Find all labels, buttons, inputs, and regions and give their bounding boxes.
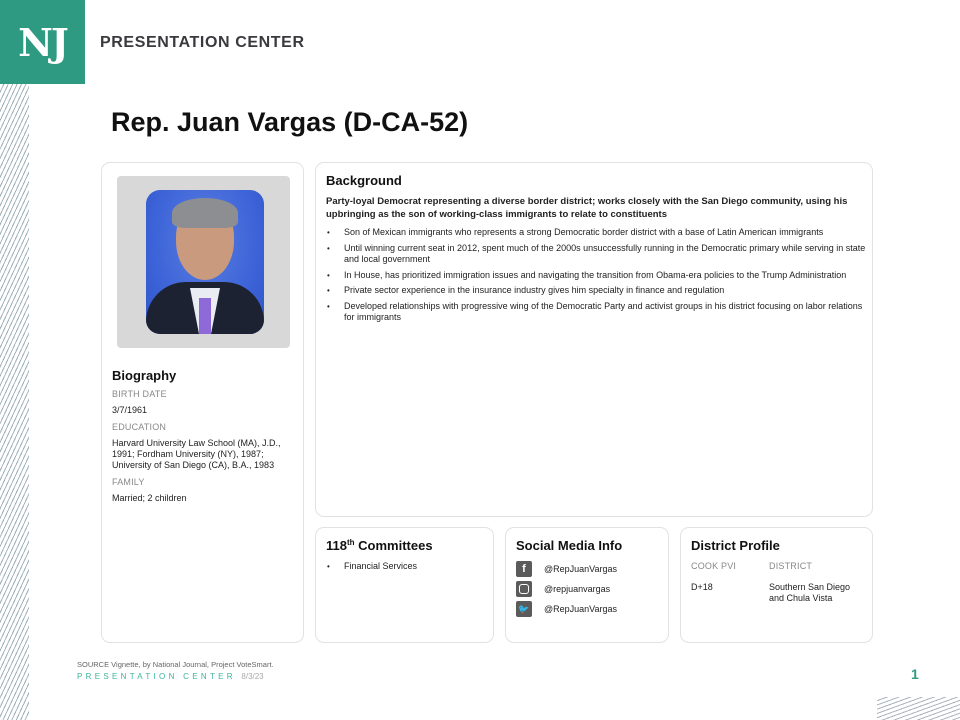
district-label: DISTRICT xyxy=(769,561,813,571)
committees-heading-number: 118 xyxy=(326,538,347,553)
social-row-facebook[interactable] xyxy=(516,561,660,577)
background-summary: Party-loyal Democrat representing a diverse border district; works closely with the San Diego community, using his upbringing as the son of working-class immigrants to relate to constituents xyxy=(326,196,848,220)
photo-hair xyxy=(172,198,238,228)
birth-date-value: 3/7/1961 xyxy=(112,405,148,415)
background-bullet: • In House, has prioritized immigration issues and navigating the transition from Obama-era policies to the Trump Administration xyxy=(326,270,866,282)
committees-card xyxy=(315,527,494,643)
committees-heading xyxy=(326,538,485,553)
decorative-stripes-bottom-right xyxy=(877,697,960,720)
portrait-photo xyxy=(146,190,264,334)
page-title: Rep. Juan Vargas (D-CA-52) xyxy=(111,107,469,137)
cook-pvi-value: D+18 xyxy=(691,582,713,592)
background-bullets xyxy=(326,227,866,324)
background-bullet: • Developed relationships with progressive wing of the Democratic Party and activist groups in his district focusing on labor relations for immigrants xyxy=(326,301,866,324)
twitter-icon: 🐦 xyxy=(516,601,532,617)
photo-tie xyxy=(199,298,211,334)
education-value: Harvard University Law School (MA), J.D., 1991; Fordham University (NY), 1987; University of San Diego (CA), B.A., 1983 xyxy=(112,438,281,470)
committees-heading-text: Committees xyxy=(354,538,433,553)
biography-heading: Biography xyxy=(112,368,177,383)
committee-item: • Financial Services xyxy=(326,561,485,573)
footer-brand xyxy=(77,672,264,681)
education-label: EDUCATION xyxy=(112,422,167,432)
family-label: FAMILY xyxy=(112,477,145,487)
background-bullet: • Private sector experience in the insurance industry gives him specialty in finance and regulation xyxy=(326,285,866,297)
social-media-card xyxy=(505,527,669,643)
social-row-instagram[interactable] xyxy=(516,581,660,597)
cook-pvi-label: COOK PVI xyxy=(691,561,737,571)
decorative-stripes-left xyxy=(0,84,29,720)
committees-list xyxy=(326,561,485,573)
page-number: 1 xyxy=(911,666,919,682)
facebook-handle[interactable]: @RepJuanVargas xyxy=(544,564,618,574)
biography-section xyxy=(112,368,297,510)
brand-name: PRESENTATION CENTER xyxy=(100,34,305,51)
facebook-icon: f xyxy=(516,561,532,577)
source-note: SOURCE Vignette, by National Journal, Project VoteSmart. xyxy=(77,660,274,669)
birth-date-label: BIRTH DATE xyxy=(112,389,167,399)
twitter-handle[interactable]: @RepJuanVargas xyxy=(544,604,618,614)
logo-text: NJ xyxy=(18,19,67,65)
instagram-handle[interactable]: @repjuanvargas xyxy=(544,584,611,594)
instagram-icon xyxy=(516,581,532,597)
background-bullet: • Until winning current seat in 2012, spent much of the 2000s unsuccessfully running in the Democratic primary while serving in state and local government xyxy=(326,243,866,266)
biography-card xyxy=(101,162,304,643)
footer-center-text: PRESENTATION CENTER xyxy=(77,672,236,681)
background-card xyxy=(315,162,873,517)
social-row-twitter[interactable] xyxy=(516,601,660,617)
committees-heading-suffix: th xyxy=(346,538,355,547)
background-bullet: • Son of Mexican immigrants who represents a strong Democratic border district with a base of Latin American immigrants xyxy=(326,227,866,239)
footer-date: 8/3/23 xyxy=(241,672,264,681)
district-grid xyxy=(691,561,864,610)
nj-logo xyxy=(0,0,85,84)
district-value: Southern San Diego and Chula Vista xyxy=(769,582,851,603)
district-profile-heading: District Profile xyxy=(691,538,780,553)
family-value: Married; 2 children xyxy=(112,493,187,503)
background-heading: Background xyxy=(326,173,402,188)
photo-frame xyxy=(117,176,290,348)
social-media-heading: Social Media Info xyxy=(516,538,623,553)
district-profile-card xyxy=(680,527,873,643)
